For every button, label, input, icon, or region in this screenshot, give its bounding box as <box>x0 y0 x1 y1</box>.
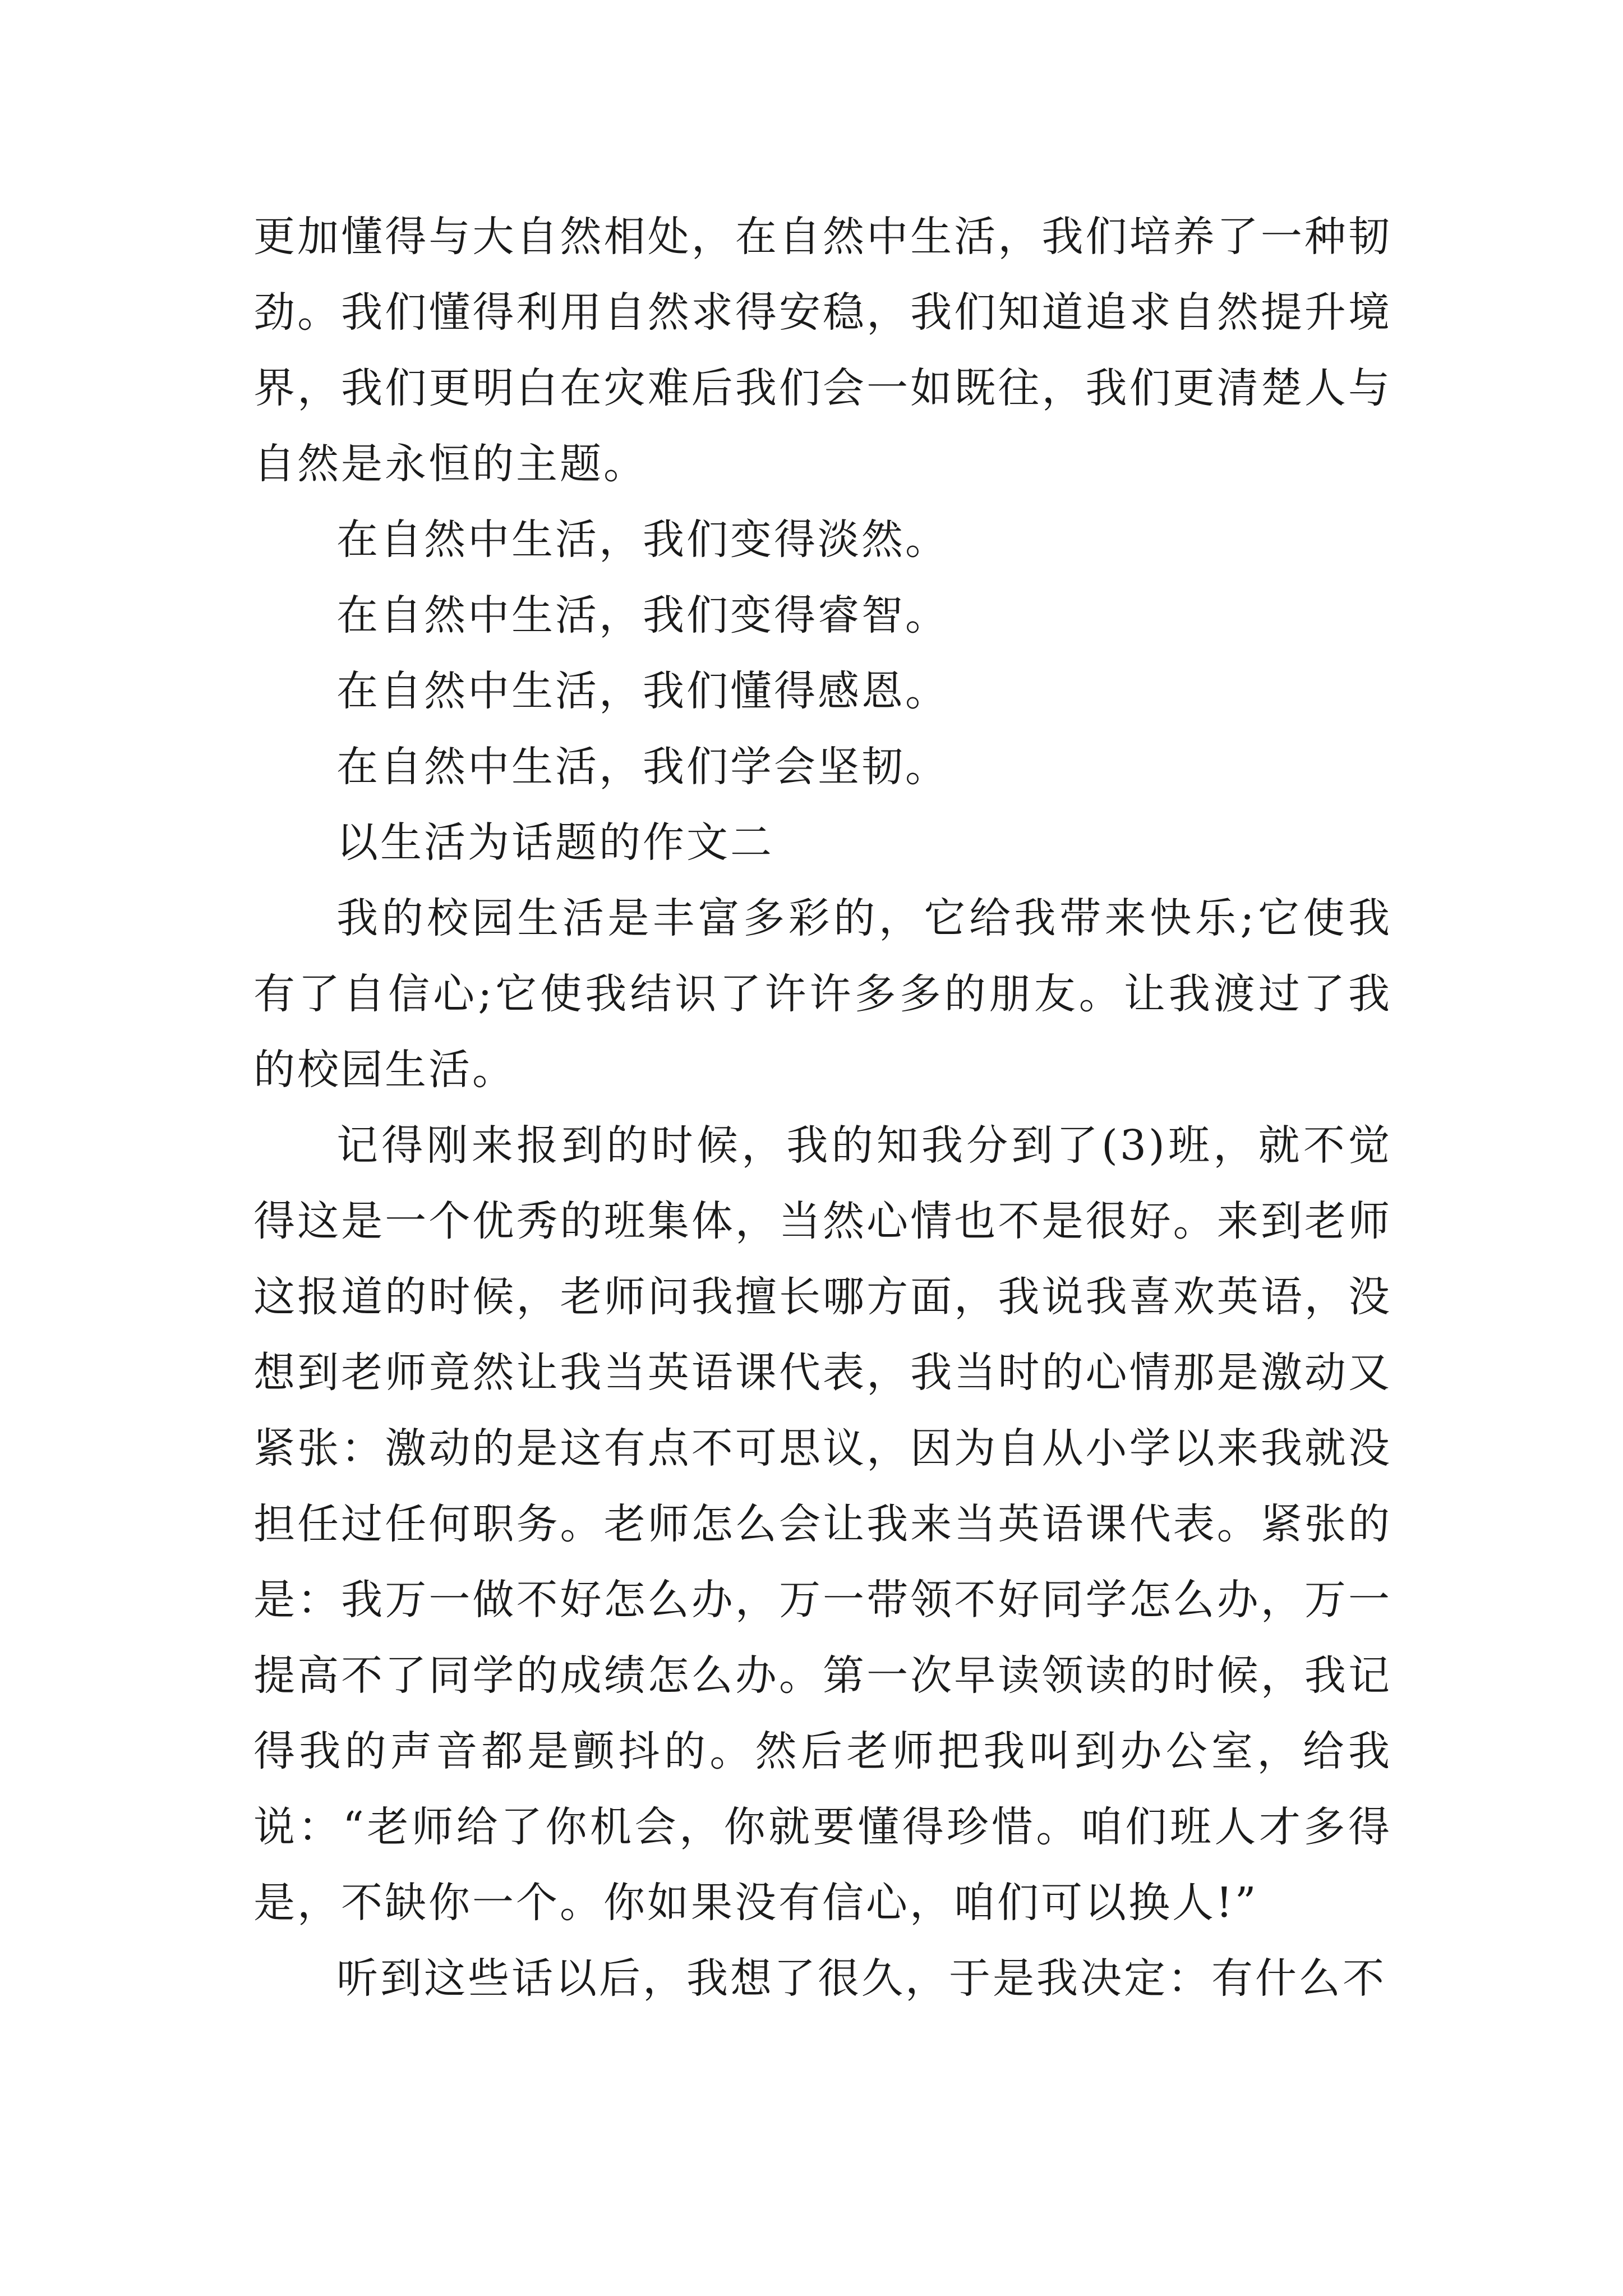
paragraph-nature-gratitude: 在自然中生活，我们懂得感恩。 <box>336 667 949 715</box>
paragraph-decision: 听到这些话以后，我想了很久，于是我决定：有什么不 <box>336 1954 1386 2003</box>
essay-body <box>253 199 1392 2017</box>
paragraph-class-representative: 记得刚来报到的时候，我的知我分到了(3)班，就不觉得这是一个优秀的班集体，当然心情也不是很好。来到老师这报道的时候，老师问我擅长哪方面，我说我喜欢英语，没想到老师竟然让我当英语课代表，我当时的心情那是激动又紧张：激动的是这有点不可思议，因为自从小学以来我就没担任过任何职务。老师怎么会让我来当英语课代表。紧张的是：我万一做不好怎么办，万一带领不好同学怎么办，万一提高不了同学的成绩怎么办。第一次早读领读的时候，我记得我的声音都是颤抖的。然后老师把我叫到办公室，给我说：“老师给了你机会，你就要懂得珍惜。咱们班人才多得是，不缺你一个。你如果没有信心，咱们可以换人!” <box>253 1121 1392 1927</box>
paragraph-nature-calm: 在自然中生活，我们变得淡然。 <box>336 516 949 564</box>
paragraph-nature-wisdom: 在自然中生活，我们变得睿智。 <box>336 591 949 639</box>
section-heading-essay-two: 以生活为话题的作文二 <box>336 818 774 867</box>
paragraph-nature-resilience: 更加懂得与大自然相处，在自然中生活，我们培养了一种韧劲。我们懂得利用自然求得安稳，我们知道追求自然提升境界，我们更明白在灾难后我们会一如既往，我们更清楚人与自然是永恒的主题。 <box>253 213 1392 488</box>
paragraph-nature-tenacity: 在自然中生活，我们学会坚韧。 <box>336 743 949 791</box>
paragraph-campus-life: 我的校园生活是丰富多彩的，它给我带来快乐;它使我有了自信心;它使我结识了许许多多的朋友。让我渡过了我的校园生活。 <box>253 894 1392 1094</box>
